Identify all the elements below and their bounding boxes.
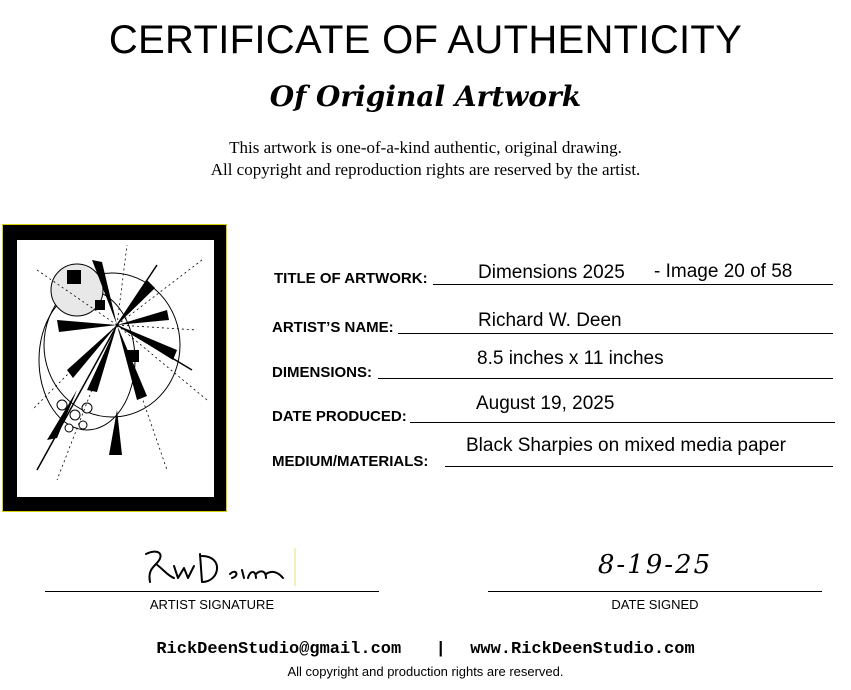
intro-line-1: This artwork is one-of-a-kind authentic, original drawing. [229, 138, 622, 157]
title-line [433, 284, 833, 285]
title-label: TITLE OF ARTWORK: [274, 270, 428, 287]
artist-signature-line [45, 591, 379, 592]
date-signed-handwritten: 8-19-25 [597, 550, 713, 580]
dimensions-value: 8.5 inches x 11 inches [477, 348, 664, 369]
artist-signature-icon [138, 546, 298, 588]
abstract-drawing-icon [17, 240, 214, 497]
dimensions-line [378, 378, 833, 379]
date-value: August 19, 2025 [476, 393, 615, 414]
footer-email[interactable]: RickDeenStudio@gmail.com [156, 640, 402, 659]
footer-note: All copyright and production rights are reserved. [287, 664, 564, 679]
date-line [410, 422, 835, 423]
date-signed-line [488, 591, 822, 592]
footer-contact [0, 640, 851, 659]
artwork-drawing [17, 240, 214, 497]
medium-label: MEDIUM/MATERIALS: [272, 453, 429, 470]
date-label: DATE PRODUCED: [272, 408, 407, 425]
date-signed-caption: DATE SIGNED [611, 597, 699, 612]
certificate-subtitle: Of Original Artwork [269, 80, 582, 113]
artist-line [398, 333, 833, 334]
artist-label: ARTIST’S NAME: [272, 319, 394, 336]
intro-line-2: All copyright and reproduction rights are reserved by the artist. [210, 160, 641, 179]
dimensions-label: DIMENSIONS: [272, 364, 373, 381]
title-value-extra: - Image 20 of 58 [654, 261, 793, 282]
footer-website[interactable]: www.RickDeenStudio.com [470, 640, 695, 659]
artist-value: Richard W. Deen [478, 310, 622, 331]
medium-line [445, 466, 833, 467]
footer-separator: | [435, 640, 446, 659]
medium-value: Black Sharpies on mixed media paper [466, 435, 787, 456]
artwork-image [2, 224, 227, 512]
artist-signature-caption: ARTIST SIGNATURE [149, 597, 275, 612]
certificate-title: CERTIFICATE OF AUTHENTICITY [108, 18, 743, 62]
title-value: Dimensions 2025 [478, 262, 625, 283]
intro-text [0, 137, 851, 181]
